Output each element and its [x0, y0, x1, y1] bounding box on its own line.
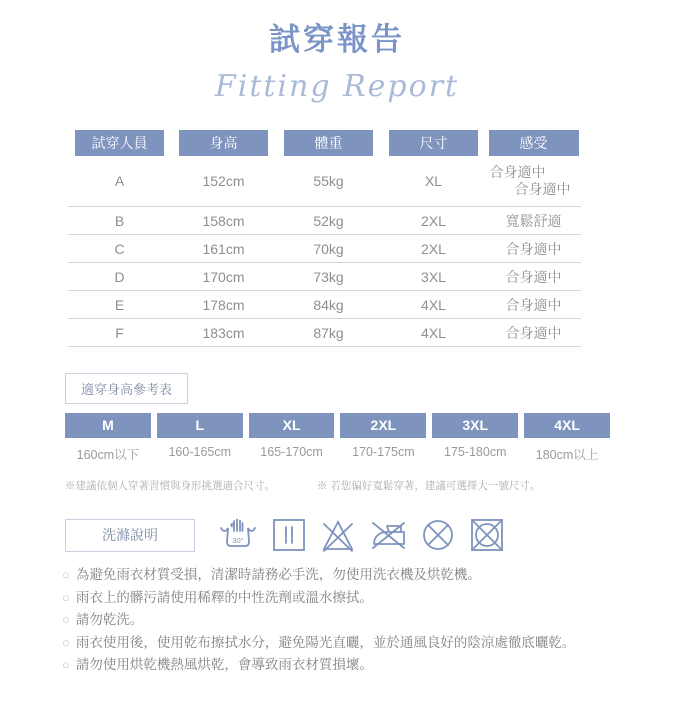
cell-height: 183cm [202, 324, 245, 341]
size-box-2xl: 2XL [340, 413, 426, 438]
size-note-1: ※建議依個人穿著習慣與身形挑選適合尺寸。 [65, 480, 275, 492]
cell-weight: 84kg [313, 296, 344, 313]
table-row [68, 156, 581, 207]
size-box-3xl: 3XL [432, 413, 518, 438]
cell-size: 2XL [421, 240, 446, 257]
column-header-feel: 感受 [489, 130, 579, 156]
column-header-weight: 體重 [284, 130, 373, 156]
no-iron-icon [368, 516, 408, 554]
cell-person: D [114, 268, 125, 285]
range-l: 160-165cm [168, 445, 232, 459]
cell-weight: 55kg [313, 173, 344, 189]
care-notes-list [62, 564, 674, 677]
drip-dry-icon [270, 516, 308, 554]
size-reference-label: 適穿身高參考表 [65, 373, 188, 404]
cell-weight: 73kg [313, 268, 344, 285]
cell-person: C [114, 240, 125, 257]
size-box-m: M [65, 413, 151, 438]
cell-person: A [114, 173, 125, 189]
table-row [68, 319, 581, 347]
cell-feel [486, 156, 581, 207]
care-note: ○ 雨衣使用後，使用乾布擦拭水分，避免陽光直曬，並於通風良好的陰涼處徹底曬乾。 [62, 634, 576, 650]
cell-feel: 寬鬆舒適 [505, 212, 562, 229]
page-subtitle: Fitting Report [214, 69, 460, 104]
range-4xl: 180cm以上 [535, 448, 599, 462]
washing-section [65, 516, 674, 554]
size-note-2: ※ 若您偏好寬鬆穿著，建議可選擇大一號尺寸。 [317, 480, 541, 492]
cell-person: B [114, 212, 125, 229]
feel-text-upper: 合身適中 [489, 163, 546, 180]
size-box-xl: XL [249, 413, 335, 438]
column-header-person: 試穿人員 [75, 130, 164, 156]
cell-weight: 70kg [313, 240, 344, 257]
cell-size: 3XL [421, 268, 446, 285]
size-notes [65, 478, 674, 493]
circle-bullet-icon: ○ [62, 567, 70, 582]
size-header-row [65, 413, 610, 438]
care-note: ○ 請勿乾洗。 [62, 612, 144, 627]
cell-feel: 合身適中 [505, 324, 562, 341]
care-note: ○ 雨衣上的髒污請使用稀釋的中性洗劑或溫水擦拭。 [62, 589, 373, 605]
washing-icons [217, 516, 506, 554]
range-3xl: 175-180cm [443, 445, 507, 459]
table-row [68, 263, 581, 291]
column-header-size: 尺寸 [389, 130, 478, 156]
cell-height: 178cm [202, 296, 245, 313]
table-row [68, 235, 581, 263]
cell-size: 2XL [421, 212, 446, 229]
table-row [68, 207, 581, 235]
cell-feel: 合身適中 [505, 296, 562, 313]
page-title: 試穿報告 [269, 22, 405, 57]
hand-wash-30-icon [217, 516, 259, 554]
cell-height: 152cm [202, 173, 245, 189]
size-box-l: L [157, 413, 243, 438]
circle-bullet-icon: ○ [62, 657, 70, 672]
range-xl: 165-170cm [260, 445, 323, 459]
fitting-table-header [68, 130, 581, 156]
washing-label: 洗滌說明 [65, 519, 195, 552]
care-note: ○ 請勿使用烘乾機熱風烘乾，會導致雨衣材質損壞。 [62, 657, 373, 672]
no-tumble-dry-icon [468, 516, 506, 554]
circle-bullet-icon: ○ [62, 589, 70, 605]
care-note: ○ 為避免雨衣材質受損，清潔時請務必手洗，勿使用洗衣機及烘乾機。 [62, 567, 481, 582]
cell-feel: 合身適中 [505, 268, 562, 285]
cell-weight: 52kg [313, 212, 344, 229]
cell-height: 170cm [202, 268, 245, 285]
no-dry-clean-icon [419, 516, 457, 554]
table-row [68, 291, 581, 319]
cell-height: 161cm [202, 240, 245, 257]
cell-size: 4XL [421, 296, 446, 313]
cell-size: XL [424, 173, 443, 189]
cell-feel: 合身適中 [505, 240, 562, 257]
size-box-4xl: 4XL [524, 413, 610, 438]
cell-person: F [115, 324, 124, 341]
cell-height: 158cm [202, 212, 245, 229]
size-range-row [65, 445, 610, 463]
column-header-height: 身高 [179, 130, 268, 156]
svg-text:30°: 30° [232, 536, 244, 545]
feel-text-lower: 合身適中 [514, 180, 571, 197]
cell-size: 4XL [421, 324, 446, 341]
cell-weight: 87kg [313, 324, 344, 341]
cell-person: E [114, 296, 125, 313]
no-bleach-icon [319, 516, 357, 554]
circle-bullet-icon: ○ [62, 612, 70, 627]
range-2xl: 170-175cm [352, 445, 415, 459]
range-m: 160cm以下 [76, 448, 140, 462]
fitting-table [68, 130, 581, 347]
circle-bullet-icon: ○ [62, 634, 70, 650]
